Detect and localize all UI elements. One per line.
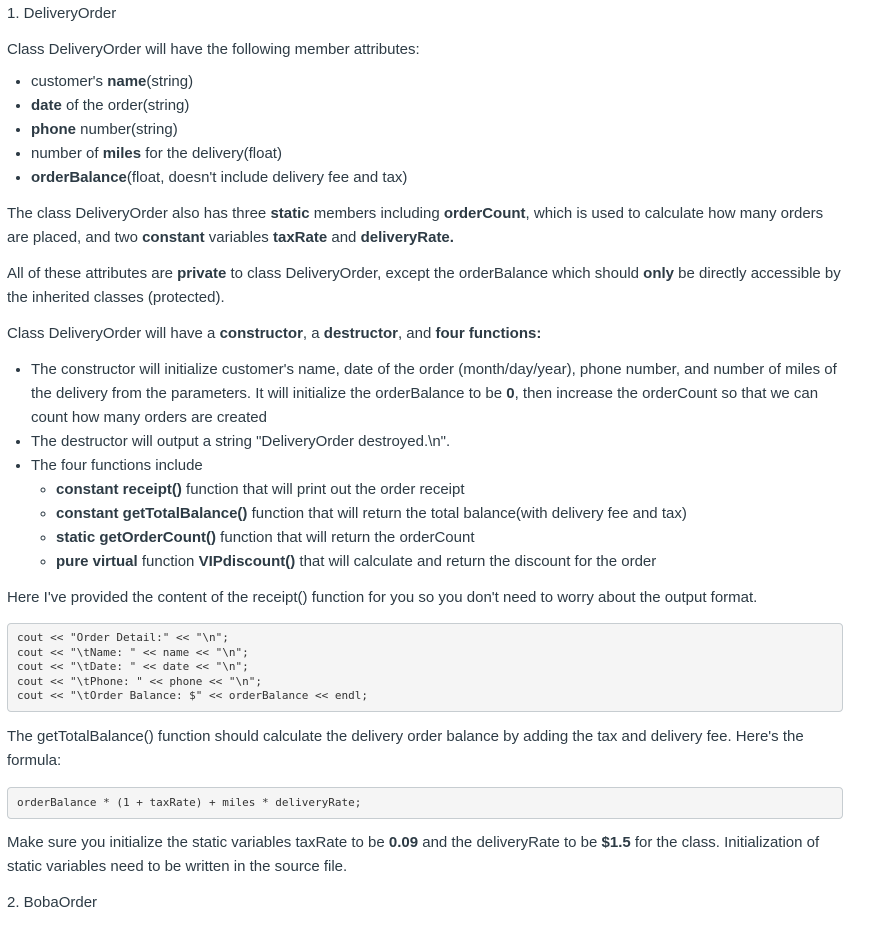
receipt-code-block: cout << "Order Detail:" << "\n"; cout << "\tName: " << name << "\n"; cout << "\tDate: " << date << "\n"; cout << "\tPhone: " << phone << "\n"; cout << "\tOrder Balance: $" << orderBalance << endl;: [7, 623, 843, 712]
list-item: • The four functions include ◦ constant receipt() function that will print out the order receipt ◦ constant getTotalBalance() function that will return the total balance(with delivery fee and tax) ◦ static getOrderCount() function that will return the orderCount ◦ pure virtual function VIPdiscount() that will calculate and return the discount for the order: [31, 454, 843, 574]
attribute-list: [7, 70, 843, 190]
list-item: • date of the order(string): [31, 94, 843, 118]
functions-intro-paragraph: Class DeliveryOrder will have a constructor, a destructor, and four functions:: [7, 325, 542, 342]
list-item: • orderBalance(float, doesn't include delivery fee and tax): [31, 166, 843, 190]
list-item: ◦ constant receipt() function that will print out the order receipt: [56, 478, 843, 502]
four-functions-list: [31, 478, 843, 574]
list-item: • customer's name(string): [31, 70, 843, 94]
section-title-bobaorder: 2. BobaOrder: [7, 894, 98, 911]
assignment-document: [0, 4, 843, 915]
section-title-deliveryorder: 1. DeliveryOrder: [7, 5, 117, 22]
list-item: • phone number(string): [31, 118, 843, 142]
initialization-paragraph: Make sure you initialize the static variables taxRate to be 0.09 and the deliveryRate to be $1.5 for the class. Initialization of static variables need to be written in the source file.: [7, 834, 820, 875]
receipt-intro: Here I've provided the content of the receipt() function for you so you don't need to worry about the output format.: [7, 589, 758, 606]
member-function-list: [7, 358, 843, 574]
formula-code-block: orderBalance * (1 + taxRate) + miles * deliveryRate;: [7, 787, 843, 820]
list-item: • number of miles for the delivery(float): [31, 142, 843, 166]
attributes-intro: Class DeliveryOrder will have the following member attributes:: [7, 41, 420, 58]
access-paragraph: All of these attributes are private to class DeliveryOrder, except the orderBalance which should only be directly accessible by the inherited classes (protected).: [7, 265, 841, 306]
list-item: • The destructor will output a string "DeliveryOrder destroyed.\n".: [31, 430, 843, 454]
list-item: ◦ static getOrderCount() function that will return the orderCount: [56, 526, 843, 550]
balance-intro: The getTotalBalance() function should calculate the delivery order balance by adding the tax and delivery fee. Here's the formula:: [7, 727, 804, 769]
static-members-paragraph: The class DeliveryOrder also has three static members including orderCount, which is used to calculate how many orders are placed, and two constant variables taxRate and deliveryRate.: [7, 205, 824, 246]
list-item: ◦ constant getTotalBalance() function that will return the total balance(with delivery fee and tax): [56, 502, 843, 526]
list-item: ◦ pure virtual function VIPdiscount() that will calculate and return the discount for the order: [56, 550, 843, 574]
list-item: • The constructor will initialize customer's name, date of the order (month/day/year), phone number, and number of miles of the delivery from the parameters. It will initialize the orderBalance to be 0, then increase the orderCount so that we can count how many orders are created: [31, 358, 843, 430]
